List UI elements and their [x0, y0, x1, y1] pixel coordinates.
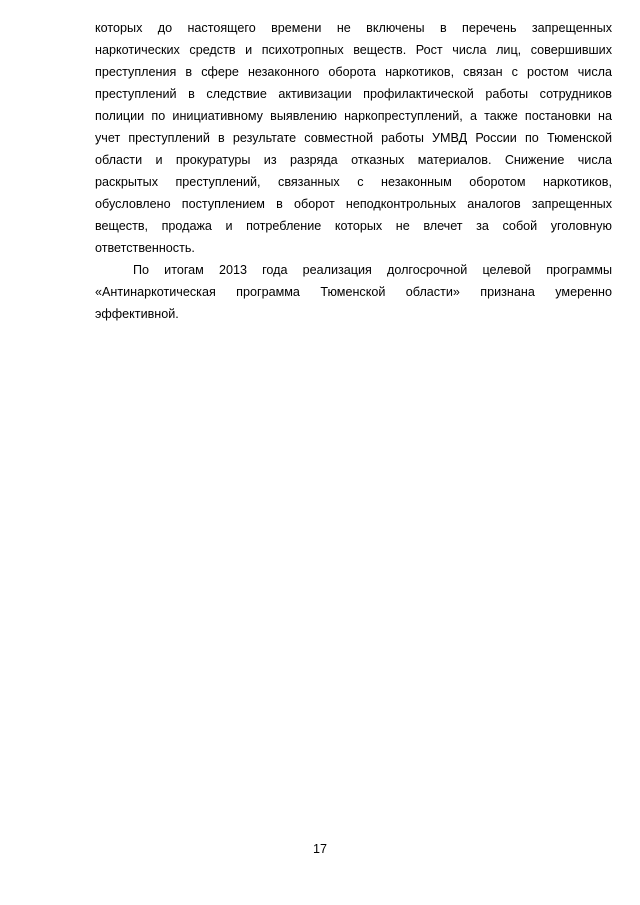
- text-line: преступлений в следствие активизации профилактической работы сотрудников: [95, 87, 612, 101]
- text-line: наркотических средств и психотропных веществ. Рост числа лиц, совершивших: [95, 43, 612, 57]
- body-text: [95, 17, 612, 325]
- text-line: «Антинаркотическая программа Тюменской области» признана умеренно: [95, 285, 612, 299]
- text-line: области и прокуратуры из разряда отказных материалов. Снижение числа: [95, 153, 612, 167]
- text-line: обусловлено поступлением в оборот неподконтрольных аналогов запрещенных: [95, 197, 612, 211]
- text-line: преступления в сфере незаконного оборота наркотиков, связан с ростом числа: [95, 65, 612, 79]
- text-line: которых до настоящего времени не включены в перечень запрещенных: [95, 21, 612, 35]
- text-line: учет преступлений в результате совместной работы УМВД России по Тюменской: [95, 131, 612, 145]
- text-line: эффективной.: [95, 307, 179, 321]
- text-line: раскрытых преступлений, связанных с незаконным оборотом наркотиков,: [95, 175, 612, 189]
- text-line: полиции по инициативному выявлению наркопреступлений, а также постановки на: [95, 109, 612, 123]
- page-number: 17: [312, 842, 327, 856]
- paragraph-2: [95, 259, 612, 325]
- paragraph-1: [95, 17, 612, 259]
- text-line: По итогам 2013 года реализация долгосрочной целевой программы: [133, 263, 612, 277]
- text-line: ответственность.: [95, 241, 195, 255]
- text-line: веществ, продажа и потребление которых не влечет за собой уголовную: [95, 219, 612, 233]
